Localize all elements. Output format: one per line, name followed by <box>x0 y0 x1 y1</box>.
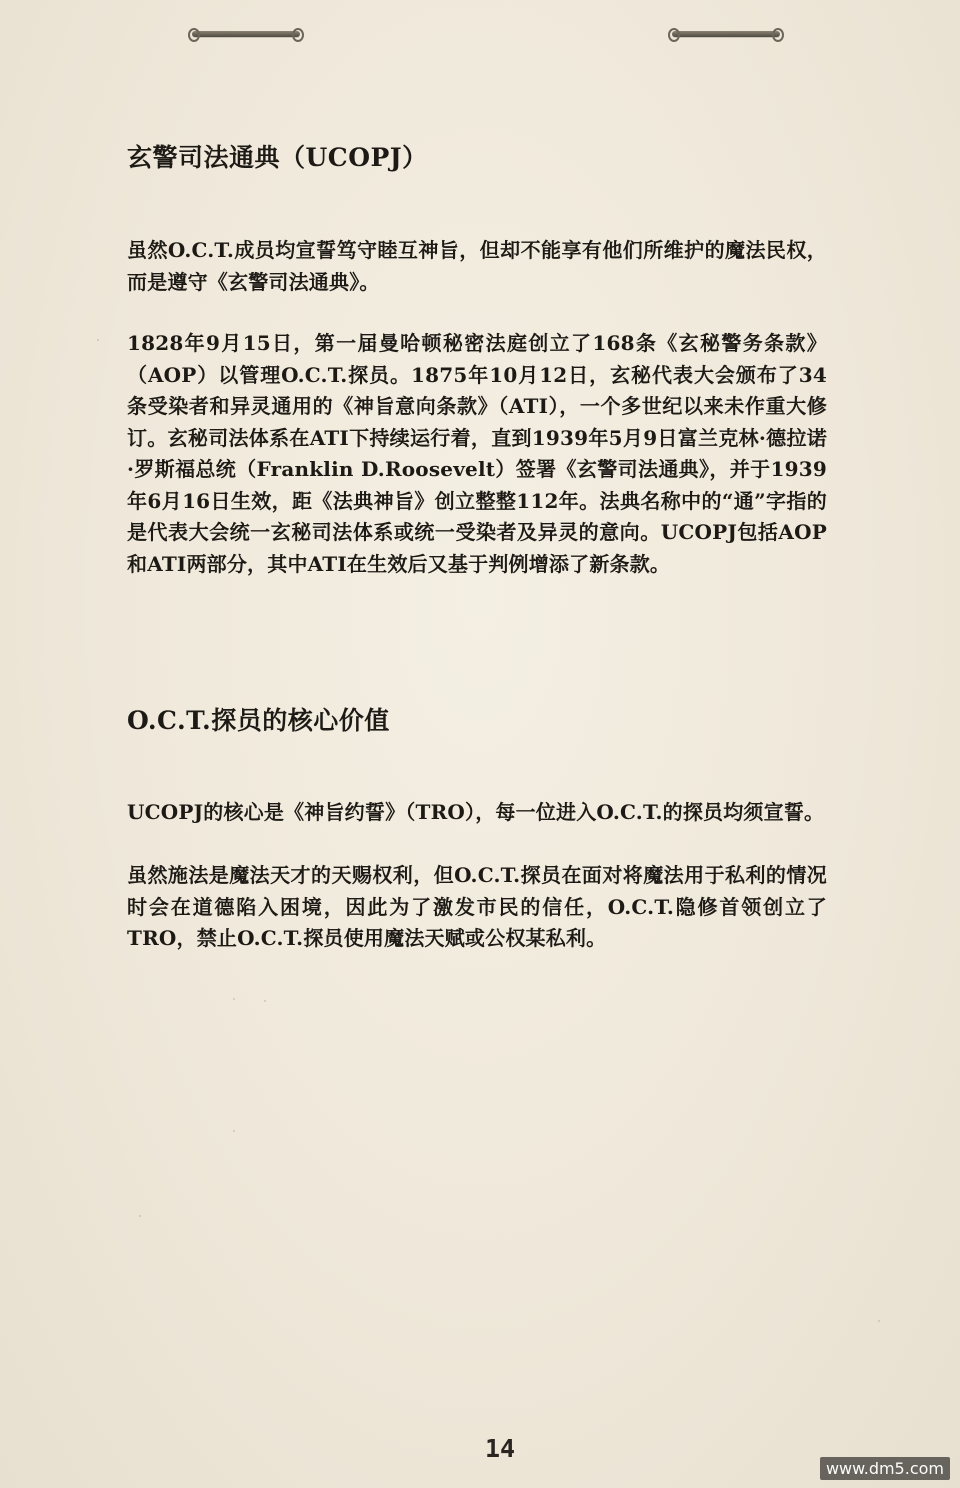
binder-clip-left <box>192 31 300 37</box>
page-number: 14 <box>484 1434 516 1463</box>
section-heading-core-values: O.C.T.探员的核心价值 <box>127 706 390 735</box>
paper-speck <box>233 1130 235 1132</box>
paragraph-tro: UCOPJ的核心是《神旨约誓》（TRO），每一位进入O.C.T.的探员均须宣誓。 <box>127 800 825 824</box>
section-heading-ucopj: 玄警司法通典（UCOPJ） <box>127 143 428 172</box>
binder-clip-right <box>672 31 780 37</box>
paper-speck <box>878 1320 880 1322</box>
paragraph-oath-intro: 虽然O.C.T.成员均宣誓笃守睦互神旨，但却不能享有他们所维护的魔法民权，而是遵守《玄警司法通典》。 <box>127 238 827 294</box>
paragraph-history: 1828年9月15日，第一届曼哈顿秘密法庭创立了168条《玄秘警务条款》（AOP）以管理O.C.T.探员。1875年10月12日，玄秘代表大会颁布了34条受染者和异灵通用的《神旨意向条款》（ATI），一个多世纪以来未作重大修订。玄秘司法体系在ATI下持续运行着，直到1939年5月9日富兰克林·德拉诺·罗斯福总统（Franklin D.Roosevelt）签署《玄警司法通典》，并于1939年6月16日生效，距《法典神旨》创立整整112年。法典名称中的“通”字指的是代表大会统一玄秘司法体系或统一受染者及异灵的意向。UCOPJ包括AOP和ATI两部分，其中ATI在生效后又基于判例增添了新条款。 <box>127 331 827 576</box>
paper-speck <box>139 1215 141 1217</box>
paper-speck <box>97 339 99 341</box>
paragraph-tro-purpose: 虽然施法是魔法天才的天赐权利，但O.C.T.探员在面对将魔法用于私利的情况时会在道德陷入困境，因此为了激发市民的信任，O.C.T.隐修首领创立了TRO，禁止O.C.T.探员使用魔法天赋或公权某私利。 <box>127 863 827 950</box>
paper-speck <box>233 998 235 1000</box>
paper-speck <box>264 1000 266 1002</box>
site-watermark: www.dm5.com <box>820 1457 950 1480</box>
